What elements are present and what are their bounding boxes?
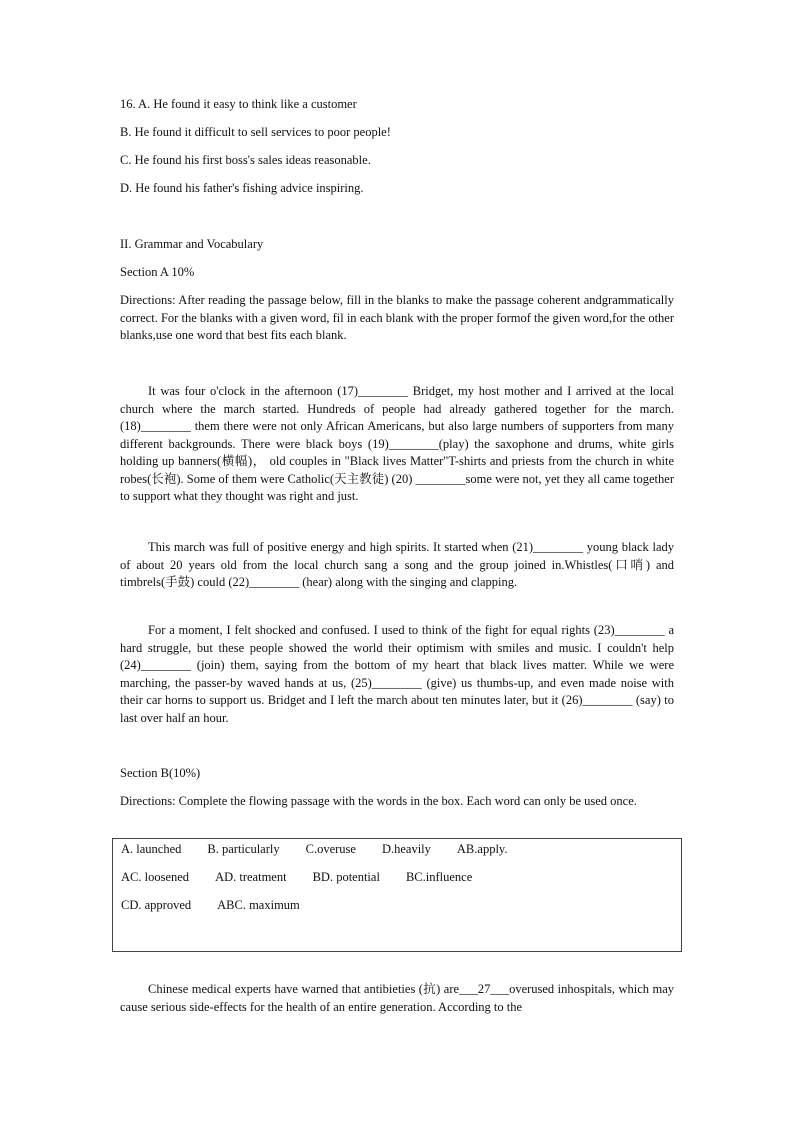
grammar-heading: II. Grammar and Vocabulary	[120, 237, 264, 251]
word-option: C.overuse	[305, 842, 356, 856]
word-box-row-1	[121, 841, 533, 857]
q16-option-d: D. He found his father's fishing advice inspiring.	[120, 181, 364, 195]
section-b-passage	[120, 981, 674, 1016]
word-option: B. particularly	[207, 842, 280, 856]
blank-27: ___27___	[459, 982, 510, 996]
word-box-row-3	[121, 897, 326, 913]
word-option: BD. potential	[312, 870, 380, 884]
word-option: D.heavily	[381, 842, 431, 856]
q16-option-a: 16. A. He found it easy to think like a customer	[120, 97, 357, 111]
word-option: AB.apply.	[456, 842, 508, 856]
word-option: CD. approved	[121, 898, 192, 912]
word-box-row-2	[121, 869, 498, 885]
word-option: AC. loosened	[121, 870, 190, 884]
word-option: AD. treatment	[215, 870, 287, 884]
word-option: BC.influence	[405, 870, 473, 884]
passage-text-end: overused inhospitals, which may cause serious side-effects for the health of an entire generation. According to the	[120, 982, 674, 1014]
word-box	[112, 838, 682, 952]
section-a-directions: Directions: After reading the passage below, fill in the blanks to make the passage coherent andgrammatically correct. For the blanks with a given word, fil in each blank with the proper formof the given word,for the other blanks,use one word that best fits each blank.	[120, 293, 674, 342]
passage-paragraph-1: It was four o'clock in the afternoon (17)________ Bridget, my host mother and I arrived at the local church where the march started. Hundreds of people had already gathered together for the march. (18)________ them there were not only African Americans, but also large numbers of supporters from many different backgrounds. There were black boys (19)________(play) the saxophone and drums, white girls holding up banners(横幅)， old couples in "Black lives Matter"T-shirts and priests from the church in white robes(长袍). Some of them were Catholic(天主教徒) (20) ________some were not, yet they all came together to support what they thought was right and just.	[120, 384, 674, 503]
passage-text-start: Chinese medical experts have warned that antibieties (抗) are	[148, 982, 460, 996]
section-b-directions: Directions: Complete the flowing passage with the words in the box. Each word can only be used once.	[120, 794, 637, 808]
section-a-heading: Section A 10%	[120, 265, 195, 279]
section-b-heading: Section B(10%)	[120, 766, 201, 780]
passage-paragraph-2: This march was full of positive energy and high spirits. It started when (21)________ young black lady of about 20 years old from the local church sang a song and the group joined in.Whistles(口哨) and timbrels(手鼓) could (22)________ (hear) along with the singing and clapping.	[120, 540, 674, 589]
word-option: A. launched	[121, 842, 182, 856]
q16-option-b: B. He found it difficult to sell services to poor people!	[120, 125, 391, 139]
q16-option-c: C. He found his first boss's sales ideas reasonable.	[120, 153, 371, 167]
passage-paragraph-3: For a moment, I felt shocked and confused. I used to think of the fight for equal rights (23)________ a hard struggle, but these people showed the world their optimism with smiles and music. I couldn't help (24)________ (join) them, saying from the bottom of my heart that black lives matter. While we were marching, the passer-by waved hands at us, (25)________ (give) us thumbs-up, and even made noise with their car horns to support us. Bridget and I left the march about ten minutes later, but it (26)________ (say) to last over half an hour.	[120, 623, 674, 725]
word-option: ABC. maximum	[217, 898, 300, 912]
